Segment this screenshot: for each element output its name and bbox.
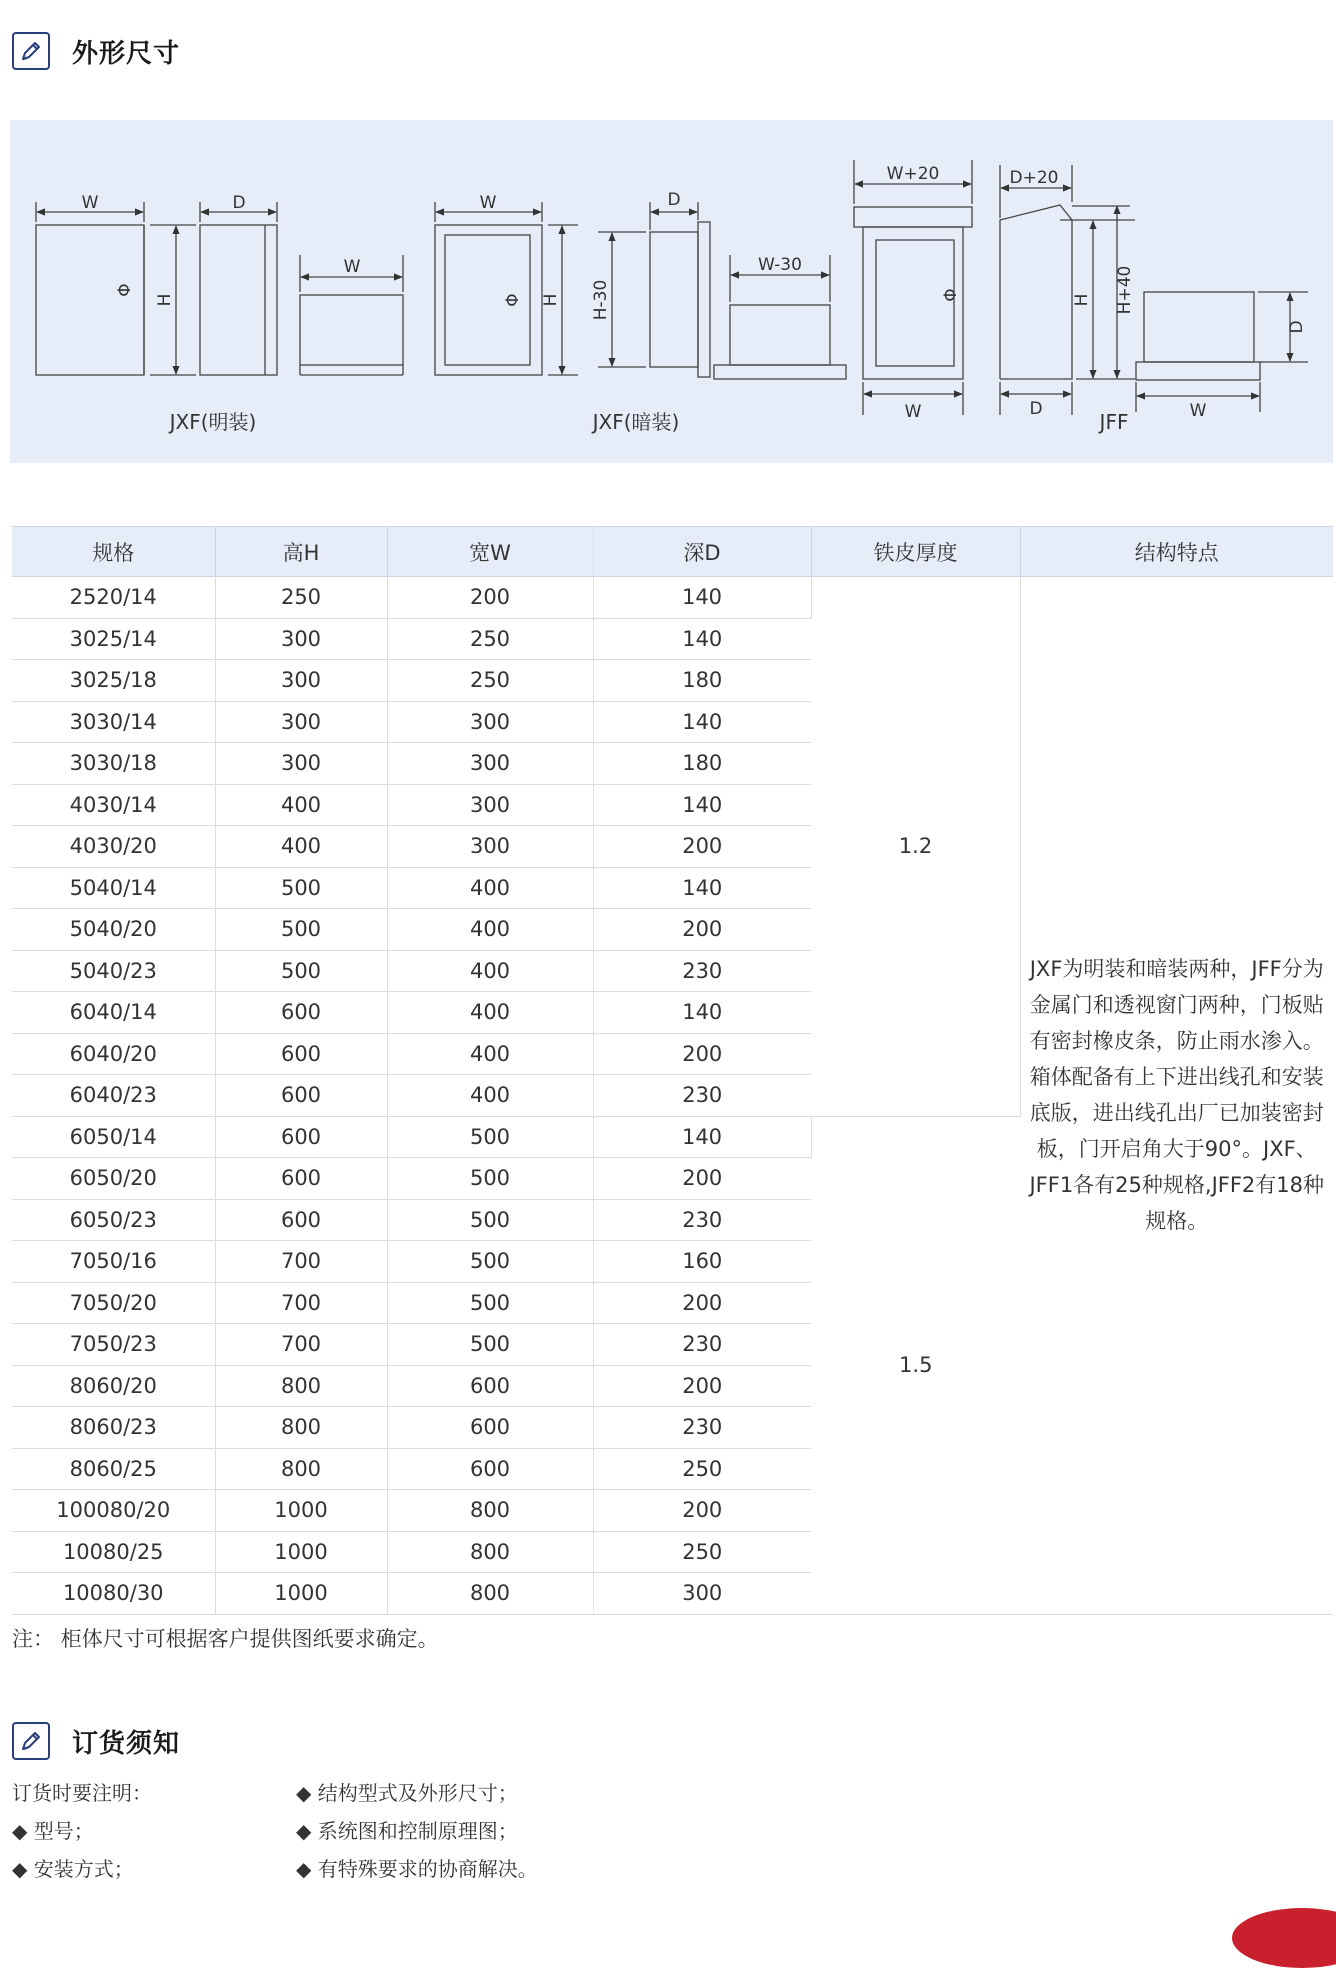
- dim-label-h: H: [1072, 293, 1092, 307]
- dim-label-h-minus-30: H-30: [591, 279, 611, 321]
- cell-height: 600: [215, 1033, 387, 1075]
- cell-spec: 3030/14: [12, 701, 215, 743]
- cell-spec: 4030/14: [12, 784, 215, 826]
- cell-depth: 250: [593, 1531, 811, 1573]
- cell-depth: 160: [593, 1241, 811, 1283]
- dim-label-d: D: [1287, 320, 1307, 334]
- cell-depth: 230: [593, 1199, 811, 1241]
- dim-label-w-plus-20: W+20: [886, 164, 940, 184]
- header-width: 宽W: [387, 527, 593, 577]
- cell-height: 700: [215, 1324, 387, 1366]
- dimension-diagram: [10, 120, 1333, 463]
- order-item: ◆ 有特殊要求的协商解决。: [296, 1857, 538, 1881]
- cell-spec: 6050/23: [12, 1199, 215, 1241]
- cell-spec: 5040/23: [12, 950, 215, 992]
- dim-label-w-minus-30: W-30: [758, 255, 802, 275]
- cell-depth: 140: [593, 992, 811, 1034]
- spec-table: [12, 526, 1333, 1615]
- caption-jxf-flush: JXF(暗装): [592, 410, 680, 434]
- dim-label-phi: Φ: [115, 283, 135, 297]
- cell-depth: 200: [593, 1282, 811, 1324]
- dimension-diagram-panel: [10, 120, 1333, 463]
- header-depth: 深D: [593, 527, 811, 577]
- cell-width: 300: [387, 784, 593, 826]
- cell-height: 1000: [215, 1573, 387, 1615]
- section-header-ordering: [12, 1722, 180, 1760]
- cell-height: 300: [215, 618, 387, 660]
- cell-spec: 7050/20: [12, 1282, 215, 1324]
- header-features: 结构特点: [1020, 527, 1333, 577]
- cell-height: 500: [215, 867, 387, 909]
- section-header-dimensions: [12, 32, 180, 70]
- cell-height: 800: [215, 1365, 387, 1407]
- cell-spec: 5040/14: [12, 867, 215, 909]
- cell-width: 600: [387, 1407, 593, 1449]
- cell-width: 800: [387, 1573, 593, 1615]
- cell-depth: 200: [593, 1033, 811, 1075]
- cell-width: 300: [387, 743, 593, 785]
- cell-spec: 3030/18: [12, 743, 215, 785]
- dim-label-w: W: [479, 193, 497, 213]
- order-item: ◆ 安装方式；: [12, 1857, 134, 1881]
- cell-depth: 200: [593, 1490, 811, 1532]
- cell-spec: 8060/20: [12, 1365, 215, 1407]
- cell-width: 400: [387, 950, 593, 992]
- cell-width: 500: [387, 1116, 593, 1158]
- cell-depth: 200: [593, 1158, 811, 1200]
- cell-depth: 250: [593, 1448, 811, 1490]
- cell-spec: 7050/16: [12, 1241, 215, 1283]
- cell-height: 1000: [215, 1490, 387, 1532]
- order-item: ◆ 系统图和控制原理图；: [296, 1819, 518, 1843]
- cell-depth: 200: [593, 909, 811, 951]
- table-header-row: [12, 527, 1333, 577]
- section-title: 订货须知: [72, 1728, 181, 1759]
- cell-width: 300: [387, 701, 593, 743]
- dim-label-w: W: [343, 257, 361, 277]
- dim-label-d: D: [667, 190, 681, 210]
- cell-depth: 140: [593, 867, 811, 909]
- cell-height: 300: [215, 701, 387, 743]
- caption-jxf-surface: JXF(明装): [169, 410, 257, 434]
- cell-height: 250: [215, 577, 387, 619]
- cell-width: 500: [387, 1324, 593, 1366]
- cell-width: 400: [387, 1075, 593, 1117]
- cell-spec: 6040/14: [12, 992, 215, 1034]
- cell-height: 600: [215, 992, 387, 1034]
- dim-label-d-plus-20: D+20: [1009, 168, 1059, 188]
- cell-thickness: 1.2: [811, 577, 1020, 1117]
- cell-width: 250: [387, 618, 593, 660]
- dim-label-h: H: [155, 293, 175, 307]
- cell-width: 200: [387, 577, 593, 619]
- dim-label-w: W: [904, 402, 922, 422]
- cell-spec: 10080/25: [12, 1531, 215, 1573]
- decorative-corner-shape: [1232, 1908, 1336, 1968]
- cell-width: 400: [387, 867, 593, 909]
- cell-spec: 5040/20: [12, 909, 215, 951]
- cell-spec: 10080/30: [12, 1573, 215, 1615]
- dim-label-d: D: [1029, 399, 1043, 419]
- dim-label-phi: Φ: [941, 288, 961, 302]
- order-item: ◆ 型号；: [12, 1819, 94, 1843]
- cell-spec: 2520/14: [12, 577, 215, 619]
- dim-label-h-plus-40: H+40: [1115, 265, 1135, 315]
- cell-spec: 6040/23: [12, 1075, 215, 1117]
- cell-depth: 140: [593, 1116, 811, 1158]
- cell-height: 800: [215, 1407, 387, 1449]
- cell-depth: 200: [593, 826, 811, 868]
- cell-spec: 4030/20: [12, 826, 215, 868]
- cell-height: 600: [215, 1199, 387, 1241]
- cell-height: 700: [215, 1282, 387, 1324]
- cell-height: 1000: [215, 1531, 387, 1573]
- order-right-column: [296, 1774, 538, 1888]
- cell-width: 500: [387, 1282, 593, 1324]
- cell-width: 400: [387, 992, 593, 1034]
- section-title: 外形尺寸: [72, 38, 181, 69]
- footnote: 注： 柜体尺寸可根据客户提供图纸要求确定。: [12, 1627, 439, 1651]
- header-height: 高H: [215, 527, 387, 577]
- cell-width: 800: [387, 1490, 593, 1532]
- header-thickness: 铁皮厚度: [811, 527, 1020, 577]
- cell-depth: 180: [593, 660, 811, 702]
- cell-spec: 6040/20: [12, 1033, 215, 1075]
- cell-height: 600: [215, 1158, 387, 1200]
- cell-features: JXF为明装和暗装两种，JFF分为金属门和透视窗门两种，门板贴有密封橡皮条，防止雨水渗入。箱体配备有上下进出线孔和安装底版，进出线孔出厂已加装密封板，门开启角大于90°。JXF、JFF1各有25种规格,JFF2有18种规格。: [1020, 577, 1333, 1615]
- cell-width: 250: [387, 660, 593, 702]
- dim-label-w: W: [81, 193, 99, 213]
- cell-height: 400: [215, 784, 387, 826]
- dim-label-h: H: [541, 293, 561, 307]
- cell-height: 600: [215, 1116, 387, 1158]
- cell-width: 500: [387, 1199, 593, 1241]
- cell-width: 600: [387, 1365, 593, 1407]
- cell-spec: 3025/18: [12, 660, 215, 702]
- cell-height: 300: [215, 660, 387, 702]
- cell-depth: 180: [593, 743, 811, 785]
- cell-depth: 230: [593, 950, 811, 992]
- cell-height: 600: [215, 1075, 387, 1117]
- cell-height: 800: [215, 1448, 387, 1490]
- cell-depth: 140: [593, 577, 811, 619]
- pencil-icon: [12, 32, 50, 70]
- cell-depth: 140: [593, 618, 811, 660]
- cell-height: 400: [215, 826, 387, 868]
- cell-height: 500: [215, 950, 387, 992]
- dim-label-d: D: [232, 193, 246, 213]
- cell-height: 500: [215, 909, 387, 951]
- table-row: [12, 577, 1333, 619]
- cell-spec: 6050/20: [12, 1158, 215, 1200]
- cell-depth: 230: [593, 1075, 811, 1117]
- cell-depth: 200: [593, 1365, 811, 1407]
- cell-width: 600: [387, 1448, 593, 1490]
- cell-height: 300: [215, 743, 387, 785]
- order-left-column: [12, 1774, 152, 1888]
- cell-depth: 140: [593, 784, 811, 826]
- cell-depth: 230: [593, 1407, 811, 1449]
- cell-spec: 8060/23: [12, 1407, 215, 1449]
- dim-label-phi: Φ: [503, 293, 523, 307]
- cell-thickness: 1.5: [811, 1116, 1020, 1614]
- cell-depth: 230: [593, 1324, 811, 1366]
- cell-width: 400: [387, 1033, 593, 1075]
- cell-width: 500: [387, 1241, 593, 1283]
- cell-depth: 300: [593, 1573, 811, 1615]
- cell-width: 300: [387, 826, 593, 868]
- cell-width: 800: [387, 1531, 593, 1573]
- order-intro: 订货时要注明：: [12, 1781, 152, 1805]
- cell-width: 400: [387, 909, 593, 951]
- cell-depth: 140: [593, 701, 811, 743]
- cell-spec: 8060/25: [12, 1448, 215, 1490]
- pencil-icon: [12, 1722, 50, 1760]
- order-item: ◆ 结构型式及外形尺寸；: [296, 1781, 518, 1805]
- cell-spec: 6050/14: [12, 1116, 215, 1158]
- cell-width: 500: [387, 1158, 593, 1200]
- cell-height: 700: [215, 1241, 387, 1283]
- cell-spec: 100080/20: [12, 1490, 215, 1532]
- caption-jff: JFF: [1099, 410, 1129, 434]
- cell-spec: 7050/23: [12, 1324, 215, 1366]
- dim-label-w: W: [1189, 401, 1207, 421]
- cell-spec: 3025/14: [12, 618, 215, 660]
- header-spec: 规格: [12, 527, 215, 577]
